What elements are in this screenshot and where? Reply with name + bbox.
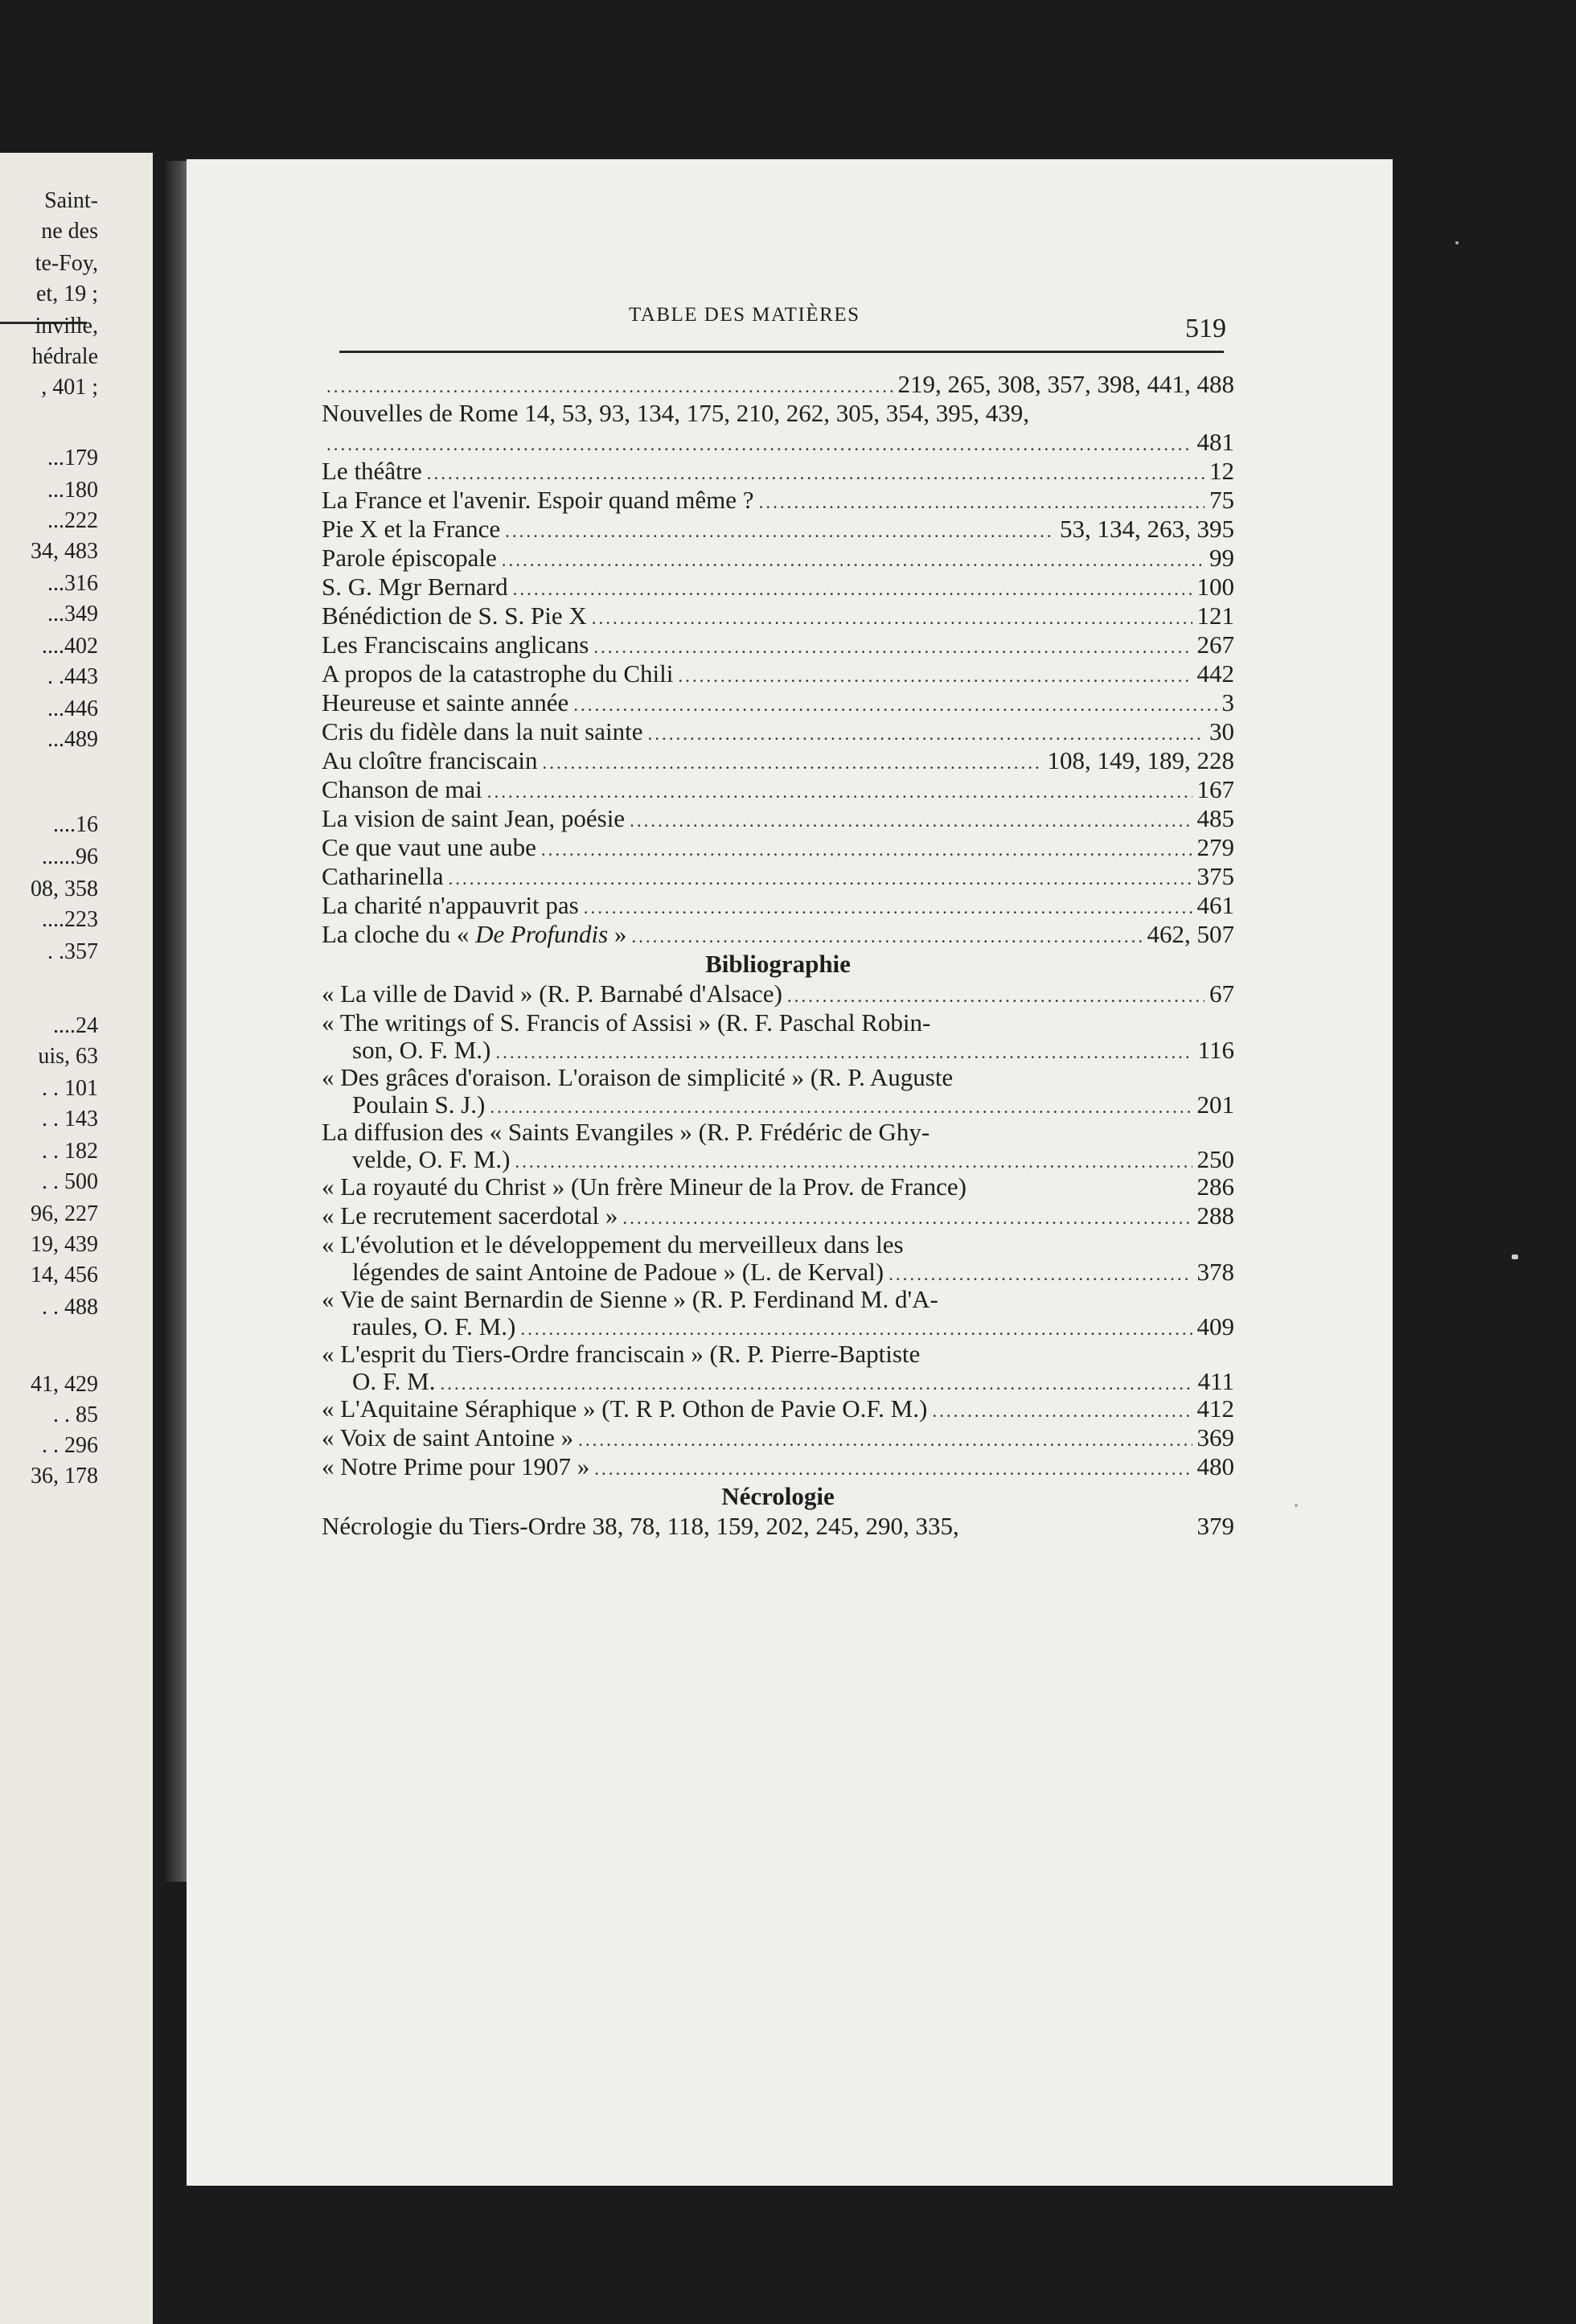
bibliographie-page: 286 bbox=[1196, 1172, 1234, 1201]
bibliographie-title-continued bbox=[322, 1090, 1234, 1118]
leader-dots bbox=[543, 753, 1043, 774]
leader-dots bbox=[515, 1152, 1192, 1172]
left-page-fragment: hédrale bbox=[31, 344, 98, 369]
bibliographie-title-cont-text: Poulain S. J.) bbox=[352, 1090, 486, 1119]
left-page-fragment: . . 296 bbox=[42, 1433, 98, 1458]
dust-speck bbox=[1295, 1504, 1298, 1507]
bibliographie-entry bbox=[322, 1452, 1234, 1481]
toc-row bbox=[322, 457, 1234, 486]
bibliographie-title-cont-text: velde, O. F. M.) bbox=[352, 1145, 511, 1173]
toc-row bbox=[322, 659, 1234, 688]
bibliographie-title: La diffusion des « Saints Evangiles » (R. P. Frédéric de Ghy- bbox=[322, 1118, 930, 1146]
toc-row bbox=[322, 428, 1234, 457]
bibliographie-title: « Vie de saint Bernardin de Sienne » (R. P. Ferdinand M. d'A- bbox=[322, 1285, 938, 1313]
bibliographie-title: « Voix de saint Antoine » bbox=[322, 1423, 574, 1451]
toc-row bbox=[322, 544, 1234, 573]
leader-dots bbox=[326, 434, 1192, 455]
left-page-fragment: . . 488 bbox=[42, 1295, 98, 1320]
bibliographie-entry bbox=[322, 1285, 1234, 1340]
necrologie-text: Nécrologie du Tiers-Ordre 38, 78, 118, 159, 202, 245, 290, 335, bbox=[322, 1512, 959, 1540]
toc-row bbox=[322, 920, 1234, 949]
bibliographie-title: « Des grâces d'oraison. L'oraison de simplicité » (R. P. Auguste bbox=[322, 1063, 954, 1091]
leader-dots bbox=[622, 1208, 1192, 1229]
toc-row bbox=[322, 630, 1234, 659]
bibliographie-title-cont-text: O. F. M. bbox=[352, 1367, 436, 1395]
toc-row bbox=[322, 775, 1234, 804]
toc-row-title bbox=[322, 920, 626, 949]
toc-row-title: Pie X et la France bbox=[322, 515, 501, 543]
left-page-fragment: te-Foy, bbox=[35, 251, 98, 276]
leader-dots bbox=[630, 811, 1192, 831]
toc-row-title: Au cloître franciscain bbox=[322, 746, 538, 774]
left-page-fragment: ...180 bbox=[47, 478, 98, 503]
left-page-fragment: ...489 bbox=[47, 727, 98, 752]
bibliographie-entry bbox=[322, 1172, 1234, 1201]
bibliographie-page: 409 bbox=[1196, 1312, 1234, 1341]
leader-dots bbox=[490, 1097, 1192, 1118]
bibliographie-title-continued bbox=[322, 1145, 1234, 1172]
left-page-fragment: 96, 227 bbox=[31, 1201, 98, 1226]
bibliographie-title-cont-text: son, O. F. M.) bbox=[352, 1036, 491, 1064]
left-page-fragment: ....24 bbox=[53, 1013, 98, 1038]
toc-row bbox=[322, 862, 1234, 891]
bibliographie-entry bbox=[322, 1340, 1234, 1394]
toc-row-pages: 30 bbox=[1209, 717, 1234, 745]
leader-dots bbox=[505, 521, 1055, 542]
bibliographie-page: 412 bbox=[1196, 1394, 1234, 1423]
bibliographie-page: 411 bbox=[1197, 1367, 1234, 1395]
toc-row-title: Ce que vaut une aube bbox=[322, 833, 536, 861]
toc-row-pages: 461 bbox=[1196, 891, 1234, 919]
leader-dots bbox=[573, 695, 1217, 716]
right-page bbox=[187, 159, 1393, 2186]
leader-dots bbox=[502, 550, 1205, 571]
left-page-fragment: uis, 63 bbox=[38, 1044, 98, 1069]
leader-dots bbox=[889, 1264, 1192, 1285]
left-page-fragment: ...446 bbox=[47, 696, 98, 721]
bibliographie-title-continued bbox=[322, 1312, 1234, 1340]
bibliographie-entry bbox=[322, 979, 1234, 1008]
toc-row-pages: 3 bbox=[1221, 688, 1234, 716]
left-page-fragment: ne des bbox=[41, 219, 98, 244]
dust-speck bbox=[1512, 1254, 1518, 1259]
bibliographie-title: « Le recrutement sacerdotal » bbox=[322, 1201, 618, 1230]
left-page-fragment: ....402 bbox=[42, 634, 98, 659]
toc-row bbox=[322, 602, 1234, 630]
left-page-fragment: ...179 bbox=[47, 446, 98, 470]
leader-dots bbox=[513, 579, 1192, 600]
leader-dots bbox=[787, 986, 1205, 1007]
toc-row-title: Nouvelles de Rome 14, 53, 93, 134, 175, 210, 262, 305, 354, 395, 439, bbox=[322, 399, 1030, 427]
bibliographie-entry bbox=[322, 1008, 1234, 1063]
toc-row bbox=[322, 891, 1234, 920]
bibliographie-title: « La ville de David » (R. P. Barnabé d'Alsace) bbox=[322, 979, 782, 1008]
leader-dots bbox=[584, 897, 1192, 918]
toc-row bbox=[322, 370, 1234, 399]
running-header-title: TABLE DES MATIÈRES bbox=[629, 304, 860, 326]
toc-row-pages: 121 bbox=[1196, 602, 1234, 630]
left-page-fragment: inville, bbox=[35, 314, 98, 339]
toc-row-title: Bénédiction de S. S. Pie X bbox=[322, 602, 587, 630]
toc-row bbox=[322, 804, 1234, 833]
toc-row-pages: 442 bbox=[1196, 659, 1234, 688]
toc-row-title: Catharinella bbox=[322, 862, 444, 890]
toc-row bbox=[322, 486, 1234, 515]
bibliographie-entry bbox=[322, 1394, 1234, 1423]
left-page-fragment: Saint- bbox=[44, 188, 98, 213]
toc-row-title-part: » bbox=[608, 920, 627, 948]
left-page-fragment: . .357 bbox=[47, 939, 98, 964]
left-page-fragment: ......96 bbox=[42, 844, 98, 869]
bibliographie-entry bbox=[322, 1063, 1234, 1118]
leader-dots bbox=[449, 868, 1192, 889]
toc-row-pages: 100 bbox=[1196, 573, 1234, 601]
toc-row-pages: 167 bbox=[1196, 775, 1234, 803]
header-rule bbox=[339, 351, 1224, 353]
left-page-fragment: 19, 439 bbox=[31, 1232, 98, 1257]
toc-row bbox=[322, 746, 1234, 775]
necrologie-pages: 379 bbox=[1196, 1512, 1234, 1540]
toc-row-title: S. G. Mgr Bernard bbox=[322, 573, 508, 601]
bibliographie-entry bbox=[322, 1230, 1234, 1285]
bibliographie-title-continued bbox=[322, 1036, 1234, 1063]
bibliographie-page: 369 bbox=[1196, 1423, 1234, 1451]
toc-row bbox=[322, 717, 1234, 746]
leader-dots bbox=[520, 1319, 1192, 1340]
toc-row-title: Cris du fidèle dans la nuit sainte bbox=[322, 717, 643, 745]
left-page-fragment: . . 85 bbox=[53, 1402, 98, 1427]
toc-row-title: La vision de saint Jean, poésie bbox=[322, 804, 626, 832]
toc-row-title-italic: De Profundis bbox=[475, 920, 609, 948]
left-page-fragment: 34, 483 bbox=[31, 539, 98, 564]
toc-entries bbox=[322, 370, 1234, 949]
left-page-fragment: . . 182 bbox=[42, 1139, 98, 1164]
toc-row bbox=[322, 399, 1234, 428]
bibliographie-title-cont-text: raules, O. F. M.) bbox=[352, 1312, 516, 1341]
bibliographie-page: 116 bbox=[1197, 1036, 1234, 1064]
toc-row-title: Chanson de mai bbox=[322, 775, 482, 803]
leader-dots bbox=[647, 724, 1205, 745]
bibliographie-title: « La royauté du Christ » (Un frère Mineur de la Prov. de France) bbox=[322, 1172, 967, 1201]
left-page bbox=[0, 153, 153, 2324]
bibliographie-title-continued bbox=[322, 1367, 1234, 1394]
toc-row bbox=[322, 833, 1234, 862]
bibliographie-page: 67 bbox=[1209, 979, 1234, 1008]
leader-dots bbox=[326, 376, 893, 397]
leader-dots bbox=[541, 840, 1192, 860]
toc-row-title: La charité n'appauvrit pas bbox=[322, 891, 579, 919]
toc-row-title: La France et l'avenir. Espoir quand même ? bbox=[322, 486, 754, 514]
toc-row-pages: 219, 265, 308, 357, 398, 441, 488 bbox=[897, 370, 1234, 398]
leader-dots bbox=[759, 492, 1205, 513]
toc-row-pages: 12 bbox=[1209, 457, 1234, 485]
left-page-fragment: . . 101 bbox=[42, 1076, 98, 1101]
bibliographie-page: 250 bbox=[1196, 1145, 1234, 1173]
bibliographie-title: « L'esprit du Tiers-Ordre franciscain » (R. P. Pierre-Baptiste bbox=[322, 1340, 921, 1368]
bibliographie-page: 378 bbox=[1196, 1258, 1234, 1286]
toc-row-pages: 375 bbox=[1196, 862, 1234, 890]
bibliographie-page: 480 bbox=[1196, 1452, 1234, 1480]
toc-row-pages: 53, 134, 263, 395 bbox=[1060, 515, 1234, 543]
left-page-fragment: ....16 bbox=[53, 812, 98, 837]
leader-dots bbox=[440, 1373, 1192, 1394]
left-page-fragment: 14, 456 bbox=[31, 1263, 98, 1287]
section-heading-bibliographie: Bibliographie bbox=[705, 950, 851, 978]
left-page-fragment: 36, 178 bbox=[31, 1464, 98, 1488]
bibliographie-title: « L'évolution et le développement du merveilleux dans les bbox=[322, 1230, 904, 1258]
toc-row bbox=[322, 515, 1234, 544]
toc-row bbox=[322, 688, 1234, 717]
toc-row-title: Parole épiscopale bbox=[322, 544, 497, 572]
leader-dots bbox=[678, 666, 1192, 687]
toc-row-pages: 485 bbox=[1196, 804, 1234, 832]
bibliographie-entry bbox=[322, 1201, 1234, 1230]
toc-row-pages: 462, 507 bbox=[1147, 920, 1234, 948]
left-page-fragment: 41, 429 bbox=[31, 1372, 98, 1397]
section-heading-necrologie: Nécrologie bbox=[721, 1482, 835, 1510]
bibliographie-entry bbox=[322, 1423, 1234, 1452]
left-page-fragment: . . 500 bbox=[42, 1169, 98, 1194]
toc-row-pages: 267 bbox=[1196, 630, 1234, 659]
toc-row-pages: 99 bbox=[1209, 544, 1234, 572]
dust-speck bbox=[1455, 241, 1459, 244]
toc-row bbox=[322, 573, 1234, 602]
leader-dots bbox=[578, 1430, 1192, 1451]
toc-row-pages: 108, 149, 189, 228 bbox=[1047, 746, 1234, 774]
left-page-fragment: ...222 bbox=[47, 508, 98, 533]
table-of-contents bbox=[322, 370, 1234, 1541]
left-page-fragment: . .443 bbox=[47, 664, 98, 689]
toc-row-pages: 279 bbox=[1196, 833, 1234, 861]
toc-row-title: A propos de la catastrophe du Chili bbox=[322, 659, 674, 688]
bibliographie-title: « L'Aquitaine Séraphique » (T. R P. Othon de Pavie O.F. M.) bbox=[322, 1394, 928, 1423]
leader-dots bbox=[495, 1042, 1192, 1063]
bibliographie-entries bbox=[322, 979, 1234, 1481]
bibliographie-title-continued bbox=[322, 1258, 1234, 1285]
toc-row-title: Les Franciscains anglicans bbox=[322, 630, 589, 659]
bibliographie-page: 201 bbox=[1196, 1090, 1234, 1119]
toc-row-pages: 481 bbox=[1196, 428, 1234, 456]
left-page-fragment: ...316 bbox=[47, 571, 98, 596]
left-page-fragment: ...349 bbox=[47, 602, 98, 626]
leader-dots bbox=[487, 782, 1192, 803]
left-page-fragment: , 401 ; bbox=[41, 375, 98, 400]
leader-dots bbox=[932, 1401, 1192, 1422]
left-page-fragment: et, 19 ; bbox=[36, 281, 98, 306]
page-number: 519 bbox=[1185, 314, 1226, 343]
left-page-fragment: 08, 358 bbox=[31, 877, 98, 901]
leader-dots bbox=[427, 463, 1205, 484]
bibliographie-title: « Notre Prime pour 1907 » bbox=[322, 1452, 590, 1480]
bibliographie-entry bbox=[322, 1118, 1234, 1172]
toc-row-pages: 75 bbox=[1209, 486, 1234, 514]
leader-dots bbox=[593, 637, 1192, 658]
necrologie-entry bbox=[322, 1512, 1234, 1541]
toc-row-title: Heureuse et sainte année bbox=[322, 688, 569, 716]
leader-dots bbox=[592, 608, 1192, 629]
bibliographie-page: 288 bbox=[1196, 1201, 1234, 1230]
leader-dots bbox=[594, 1459, 1192, 1480]
toc-row-title-part: La cloche du « bbox=[322, 920, 476, 948]
left-page-fragment: . . 143 bbox=[42, 1107, 98, 1131]
bibliographie-title: « The writings of S. Francis of Assisi » (R. F. Paschal Robin- bbox=[322, 1008, 931, 1037]
bibliographie-title-cont-text: légendes de saint Antoine de Padoue » (L. de Kerval) bbox=[352, 1258, 884, 1286]
toc-row-title: Le théâtre bbox=[322, 457, 422, 485]
leader-dots bbox=[631, 926, 1142, 947]
left-page-fragment: ....223 bbox=[42, 907, 98, 932]
